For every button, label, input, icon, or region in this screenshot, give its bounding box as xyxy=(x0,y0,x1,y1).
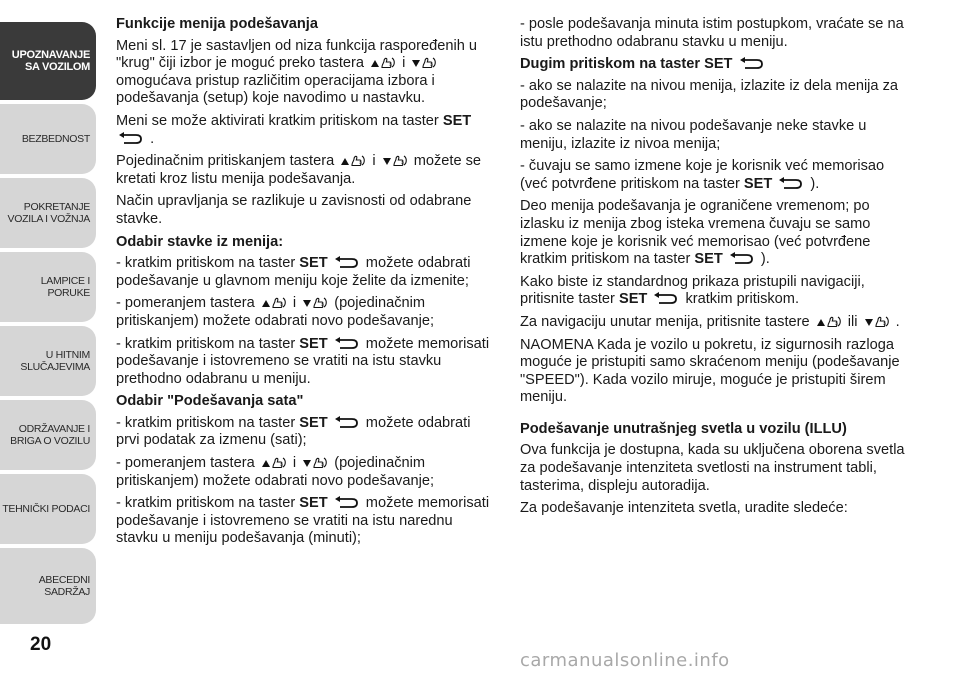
tab-upoznavanje[interactable] xyxy=(0,22,96,100)
down-hand-button-icon xyxy=(300,455,330,468)
tab-odrzavanje[interactable] xyxy=(0,400,96,470)
set-label: SET xyxy=(694,251,723,268)
text: ). xyxy=(760,251,770,268)
text: i xyxy=(292,455,297,472)
paragraph: Za podešavanje intenziteta svetla, uradite sledeće: xyxy=(520,500,848,517)
paragraph xyxy=(520,274,908,309)
text: (pojedinačnim pritiskanjem) možete odabrati novo podešavanje; xyxy=(116,455,434,489)
paragraph xyxy=(116,415,498,450)
paragraph xyxy=(116,255,498,290)
tab-lampice[interactable] xyxy=(0,252,96,322)
paragraph xyxy=(116,295,498,330)
heading-select-item: Odabir stavke iz menija: xyxy=(116,233,284,250)
paragraph xyxy=(116,38,498,108)
text: i xyxy=(372,153,376,170)
up-hand-button-icon xyxy=(368,55,398,68)
set-label: SET xyxy=(299,335,328,352)
down-hand-button-icon xyxy=(380,153,410,166)
paragraph xyxy=(116,495,498,548)
text: Meni sl. 17 je sastavljen od niza funkcija raspoređenih u "krug" čiji izbor je moguć preko tastera xyxy=(116,37,477,72)
up-hand-button-icon xyxy=(259,295,289,308)
heading-clock-settings: Odabir "Podešavanja sata" xyxy=(116,393,304,410)
set-return-arrow-icon xyxy=(332,415,362,428)
paragraph: - ako se nalazite na nivou podešavanje neke stavke u meniju, izlazite iz nivoa menija; xyxy=(520,117,867,152)
set-label: SET xyxy=(299,414,328,431)
paragraph xyxy=(116,336,498,389)
set-label: SET xyxy=(442,112,472,129)
text: . xyxy=(895,313,900,330)
tab-label: UPOZNAVANJE SA VOZILOM xyxy=(11,49,90,73)
paragraph xyxy=(116,113,498,148)
text: - pomeranjem tastera xyxy=(116,455,255,472)
paragraph: Način upravljanja se razlikuje u zavisnosti od odabrane stavke. xyxy=(116,193,472,227)
set-return-arrow-icon xyxy=(332,495,362,508)
heading-interior-light: Podešavanje unutrašnjeg svetla u vozilu (ILLU) xyxy=(520,420,847,437)
set-return-arrow-icon xyxy=(776,176,806,189)
left-column xyxy=(116,16,498,553)
text: - kratkim pritiskom na taster xyxy=(116,414,296,431)
watermark: carmanualsonline.info xyxy=(520,650,730,671)
paragraph: - ako se nalazite na nivou menija, izlazite iz dela menija za podešavanje; xyxy=(520,77,899,112)
paragraph xyxy=(520,158,908,193)
set-return-arrow-icon xyxy=(651,291,681,304)
text: i xyxy=(292,295,297,312)
paragraph: Ova funkcija je dostupna, kada su uključena oborena svetla za podešavanje intenziteta svetlosti na instrument tabli, tasterima, displeju autoradija. xyxy=(520,442,905,494)
heading-menu-functions: Funkcije menija podešavanja xyxy=(116,16,318,32)
tab-label: LAMPICE I PORUKE xyxy=(40,275,90,299)
up-hand-button-icon xyxy=(259,455,289,468)
tab-label: ABECEDNI SADRŽAJ xyxy=(38,574,90,598)
text: možete memorisati podešavanje i istovremeno se vratiti na istu narednu stavku u meniju podešavanja (minuti); xyxy=(116,495,490,547)
heading-long-press xyxy=(520,56,908,74)
tab-label: POKRETANJE VOZILA I VOŽNJA xyxy=(7,201,90,225)
tab-label: ODRŽAVANJE I BRIGA O VOZILU xyxy=(10,423,90,447)
tab-tehnicki[interactable] xyxy=(0,474,96,544)
text: možete odabrati prvi podatak za izmenu (sati); xyxy=(116,414,471,449)
set-return-arrow-icon xyxy=(737,56,767,69)
up-hand-button-icon xyxy=(814,314,844,327)
text: . xyxy=(150,130,155,147)
text: (pojedinačnim pritiskanjem) možete odabrati novo podešavanje; xyxy=(116,295,434,329)
sidebar-tabs xyxy=(0,0,100,678)
text: Deo menija podešavanja je ograničene vremenom; po izlasku iz menija zbog isteka vremena čuvaju se samo izmene koje je korisnik već memorisao (već potvrđene kratkim pritiskom na taster xyxy=(520,198,871,268)
tab-abecedni[interactable] xyxy=(0,548,96,624)
paragraph xyxy=(520,314,908,332)
paragraph: - posle podešavanja minuta istim postupkom, vraćate se na istu prethodno odabranu stavku u meniju. xyxy=(520,16,904,50)
note-paragraph: NAOMENA Kada je vozilo u pokretu, iz sigurnosih razloga moguće je pristupiti samo skraćenom meniju (podešavanje "SPEED"). Kada vozilo miruje, moguće je pristupiti širem meniju. xyxy=(520,336,900,406)
text: možete memorisati podešavanje i istovremeno se vratiti na istu stavku prethodno odabranu u meniju. xyxy=(116,335,490,387)
text: ili xyxy=(847,313,858,330)
tab-label: BEZBEDNOST xyxy=(21,133,90,145)
down-hand-button-icon xyxy=(862,314,892,327)
text: - kratkim pritiskom na taster xyxy=(116,335,296,352)
paragraph xyxy=(116,455,498,490)
tab-label: TEHNIČKI PODACI xyxy=(2,503,90,515)
set-return-arrow-icon xyxy=(332,255,362,268)
tab-pokretanje[interactable] xyxy=(0,178,96,248)
tab-label: U HITNIM SLUČAJEVIMA xyxy=(20,349,90,373)
text: - pomeranjem tastera xyxy=(116,295,255,312)
text: ). xyxy=(810,175,820,192)
text: - kratkim pritiskom na taster xyxy=(116,255,296,272)
up-hand-button-icon xyxy=(338,153,368,166)
set-return-arrow-icon xyxy=(727,251,757,264)
text: možete se kretati kroz listu menija podešavanja. xyxy=(116,153,482,187)
paragraph xyxy=(520,198,908,268)
set-label: SET xyxy=(299,495,328,512)
tab-bezbednost[interactable] xyxy=(0,104,96,174)
text: - kratkim pritiskom na taster xyxy=(116,495,296,512)
text: Kako biste iz standardnog prikaza pristupili navigaciji, pritisnite taster xyxy=(520,273,865,308)
text: Meni se može aktivirati kratkim pritiskom na taster xyxy=(116,112,439,129)
text: kratkim pritiskom. xyxy=(685,291,799,308)
text: Dugim pritiskom na taster SET xyxy=(520,56,733,73)
text: i xyxy=(402,55,406,72)
page-number: 20 xyxy=(30,634,52,655)
text: Za navigaciju unutar menija, pritisnite tastere xyxy=(520,313,810,330)
set-label: SET xyxy=(743,175,773,192)
set-return-arrow-icon xyxy=(332,336,362,349)
tab-hitni[interactable] xyxy=(0,326,96,396)
text: - čuvaju se samo izmene koje je korisnik već memorisao (već potvrđene pritiskom na taster xyxy=(520,158,885,192)
down-hand-button-icon xyxy=(300,295,330,308)
set-return-arrow-icon xyxy=(116,131,146,144)
right-column xyxy=(520,16,908,523)
text: možete odabrati podešavanje u glavnom meniju koje želite da izmenite; xyxy=(116,255,471,289)
set-label: SET xyxy=(618,291,648,308)
text: omogućava pristup različitim operacijama izbora i podešavanja (setup) koje navodimo u nastavku. xyxy=(116,72,435,107)
text: Pojedinačnim pritiskanjem tastera xyxy=(116,153,335,170)
set-label: SET xyxy=(299,255,328,272)
paragraph xyxy=(116,153,498,188)
down-hand-button-icon xyxy=(409,55,439,68)
